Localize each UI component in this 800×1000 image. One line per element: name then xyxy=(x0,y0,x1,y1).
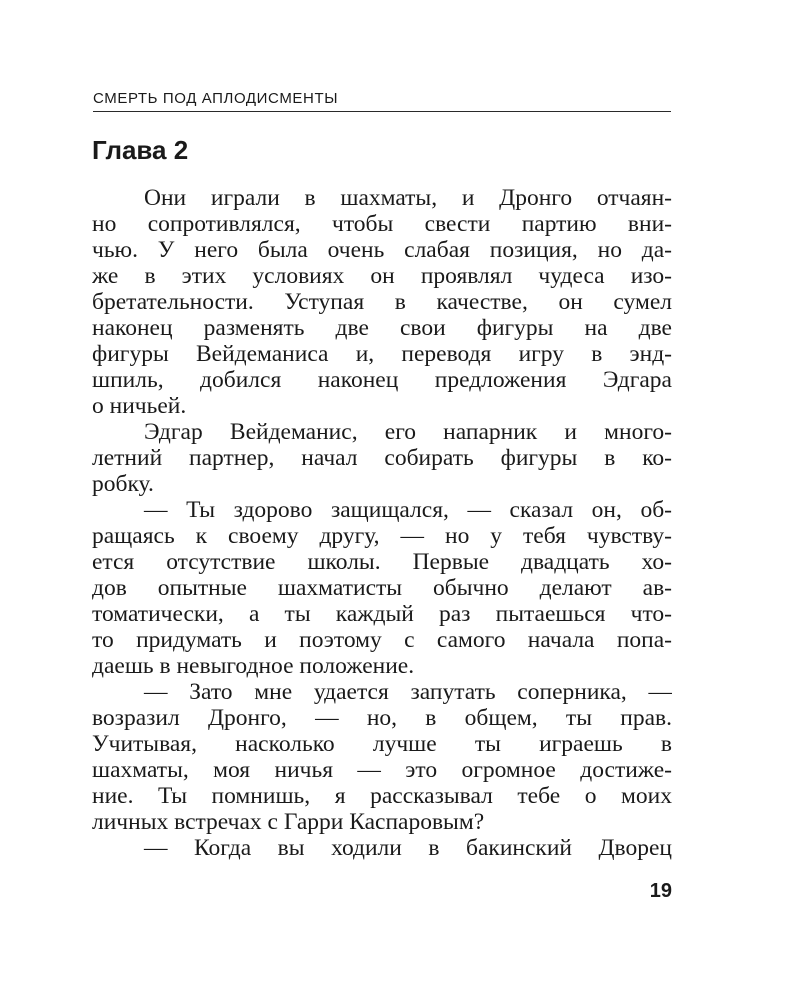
text-line: — Когда вы ходили в бакинский Дворец xyxy=(144,835,672,861)
text-line: но сопротивлялся, чтобы свести партию вни- xyxy=(92,211,672,237)
text-line: летний партнер, начал собирать фигуры в ко- xyxy=(92,445,672,471)
text-line: Они играли в шахматы, и Дронго отчаян- xyxy=(144,185,672,211)
text-line: робку. xyxy=(92,471,154,497)
text-line: — Ты здорово защищался, — сказал он, об- xyxy=(144,497,672,523)
text-line: личных встречах с Гарри Каспаровым? xyxy=(92,809,485,835)
text-line: шпиль, добился наконец предложения Эдгара xyxy=(92,367,672,393)
text-line: возразил Дронго, — но, в общем, ты прав. xyxy=(92,705,672,731)
text-line: то придумать и поэтому с самого начала попа- xyxy=(92,627,672,653)
page-number: 19 xyxy=(649,880,672,902)
chapter-title: Глава 2 xyxy=(92,135,189,165)
text-line: наконец разменять две свои фигуры на две xyxy=(92,315,672,341)
text-line: томатически, а ты каждый раз пытаешься что- xyxy=(92,601,672,627)
text-line: Учитывая, насколько лучше ты играешь в xyxy=(92,731,672,757)
text-line: дов опытные шахматисты обычно делают ав- xyxy=(92,575,672,601)
text-line: — Зато мне удается запутать соперника, — xyxy=(144,679,672,705)
text-line: даешь в невыгодное положение. xyxy=(92,653,415,679)
text-line: о ничьей. xyxy=(92,393,187,419)
text-line: чью. У него была очень слабая позиция, но да- xyxy=(92,237,672,263)
running-head: СМЕРТЬ ПОД АПЛОДИСМЕНТЫ xyxy=(93,90,671,112)
text-line: Эдгар Вейдеманис, его напарник и много- xyxy=(144,419,672,445)
text-line: фигуры Вейдеманиса и, переводя игру в энд- xyxy=(92,341,672,367)
body-text xyxy=(92,185,672,861)
text-line: бретательности. Уступая в качестве, он сумел xyxy=(92,289,672,315)
text-line: ется отсутствие школы. Первые двадцать хо- xyxy=(92,549,672,575)
text-line: ние. Ты помнишь, я рассказывал тебе о моих xyxy=(92,783,672,809)
text-line: же в этих условиях он проявлял чудеса изо- xyxy=(92,263,672,289)
text-line: шахматы, моя ничья — это огромное достиже- xyxy=(92,757,672,783)
text-line: ращаясь к своему другу, — но у тебя чувству- xyxy=(92,523,672,549)
